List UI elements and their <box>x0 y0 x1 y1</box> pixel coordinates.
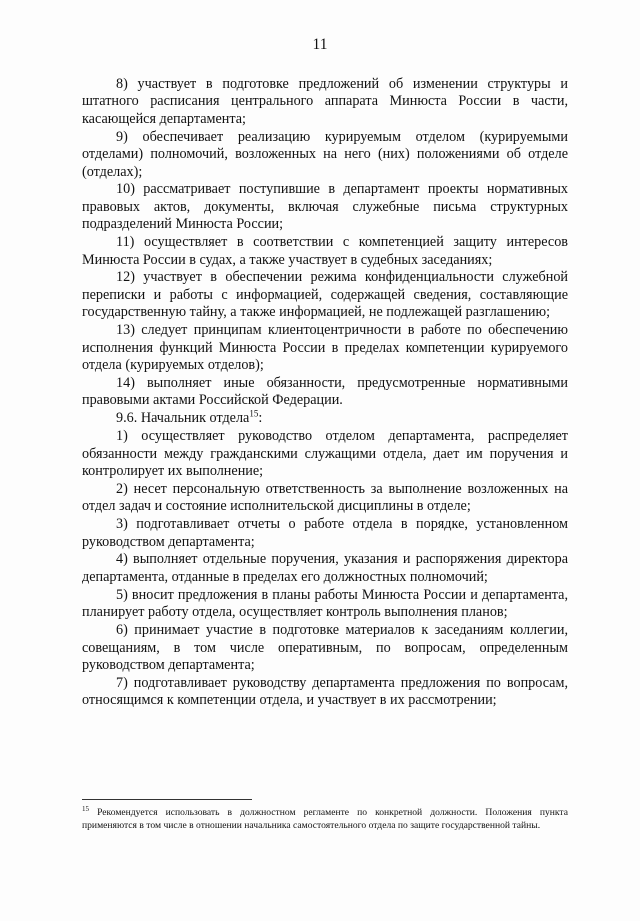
section-heading <box>82 410 568 427</box>
footnote-marker: 15 <box>82 804 89 813</box>
document-body <box>82 76 568 710</box>
head-duty-item-5: 5) вносит предложения в планы работы Минюста России и департамента, планирует работу отдела, осуществляет контроль выполнения планов; <box>82 586 568 621</box>
duty-item-14: 14) выполняет иные обязанности, предусмотренные нормативными правовыми актами Российской Федерации. <box>82 374 568 409</box>
head-duty-item-1: 1) осуществляет руководство отделом департамента, распределяет обязанности между гражданскими служащими отдела, дает им поручения и контролирует их выполнение; <box>82 428 568 479</box>
duty-item-8: 8) участвует в подготовке предложений об изменении структуры и штатного расписания центрального аппарата Минюста России в части, касающейся департамента; <box>82 76 568 127</box>
head-duty-item-4: 4) выполняет отдельные поручения, указания и распоряжения директора департамента, отданные в пределах его должностных полномочий; <box>82 551 568 585</box>
footnote-divider <box>82 799 252 800</box>
duty-item-9: 9) обеспечивает реализацию курируемым отделом (курируемыми отделами) полномочий, возложенных на него (них) положениями об отделе (отделах); <box>82 128 568 180</box>
duty-item-12: 12) участвует в обеспечении режима конфиденциальности служебной переписки и работы с информацией, содержащей сведения, составляющие государственную тайну, а также информацией, не подлежащей разглашению; <box>82 269 568 321</box>
head-duty-item-7: 7) подготавливает руководству департамента предложения по вопросам, относящимся к компетенции отдела, и участвует в их рассмотрении; <box>82 674 568 709</box>
page-number: 11 <box>312 36 328 53</box>
duty-item-10: 10) рассматривает поступившие в департамент проекты нормативных правовых актов, документы, включая служебные письма структурных подразделений Минюста России; <box>82 181 568 233</box>
footnote-text: Рекомендуется использовать в должностном регламенте по конкретной должности. Положения пункта применяются в том числе в отношении начальника самостоятельного отдела по защите государственной тайны. <box>82 807 568 831</box>
footnote <box>82 804 568 832</box>
head-duty-item-6: 6) принимает участие в подготовке материалов к заседаниям коллегии, совещаниям, в том числе оперативным, по вопросам, определенным руководством департамента; <box>82 622 568 673</box>
duty-item-13: 13) следует принципам клиентоцентричности в работе по обеспечению исполнения функций Минюста России в пределах компетенции курируемого отдела (курируемых отделов); <box>82 322 568 373</box>
head-duty-item-2: 2) несет персональную ответственность за выполнение возложенных на отдел задач и состояние исполнительской дисциплины в отделе; <box>82 480 568 515</box>
head-duty-item-3: 3) подготавливает отчеты о работе отдела в порядке, установленном руководством департамента; <box>82 516 568 550</box>
duty-item-11: 11) осуществляет в соответствии с компетенцией защиту интересов Минюста России в судах, а также участвует в судебных заседаниях; <box>82 234 568 268</box>
section-heading-text: 9.6. Начальник отдела <box>116 410 250 427</box>
section-heading-suffix: : <box>258 410 263 427</box>
footnote-reference: 15 <box>249 408 259 419</box>
